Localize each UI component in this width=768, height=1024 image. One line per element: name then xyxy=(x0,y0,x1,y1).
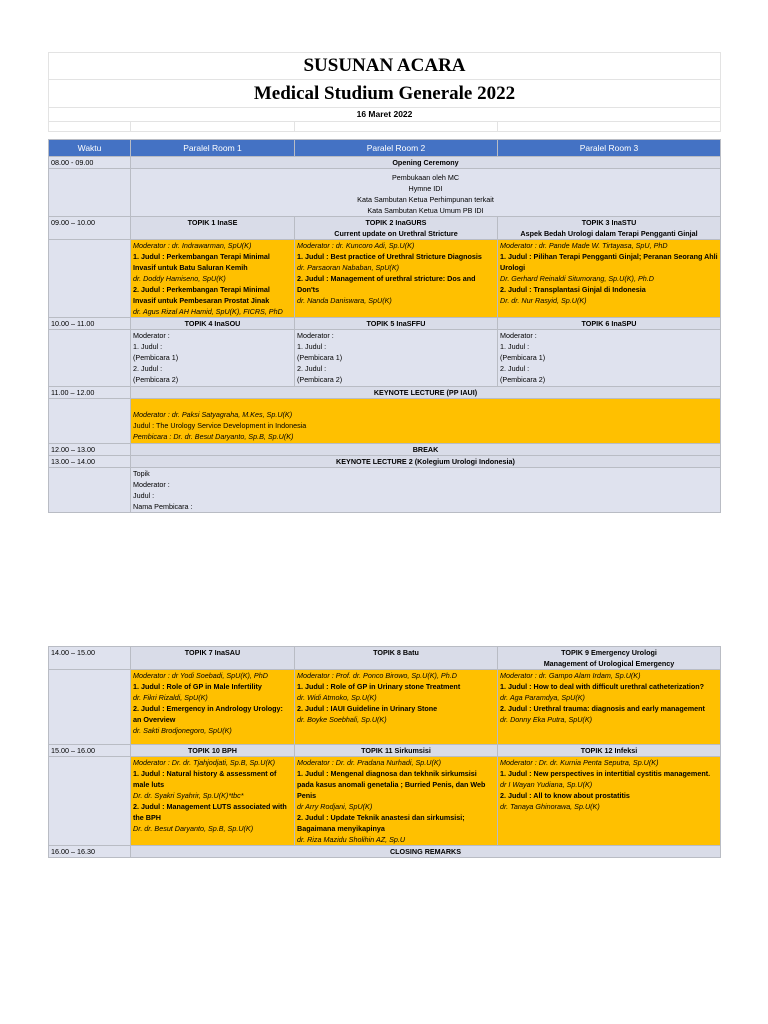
speaker: Dr. dr. Syakri Syahrir, Sp.U(K)*tbc* xyxy=(133,791,244,800)
col-room-1: Paralel Room 1 xyxy=(131,140,295,157)
time-cell: 15.00 – 16.00 xyxy=(49,745,131,757)
topic-title: TOPIK 8 Batu xyxy=(295,647,498,670)
talk-title: 2. Judul : Perkembangan Terapi Minimal Invasif untuk Pembesaran Prostat Jinak xyxy=(133,285,270,305)
speaker: dr. Agus Rizal AH Hamid, SpU(K), FICRS, PhD xyxy=(133,307,283,316)
session-detail-row xyxy=(49,169,721,217)
talk-title: 1. Judul : Role of GP in Urinary stone Treatment xyxy=(297,682,461,691)
placeholder-line: 1. Judul : xyxy=(133,342,163,351)
schedule-table xyxy=(48,52,721,513)
talk-title: 2. Judul : Management LUTS associated with the BPH xyxy=(133,802,287,822)
moderator: Moderator : dr. Kuncoro Adi, Sp.U(K) xyxy=(297,241,415,250)
talk-title: Judul : The Urology Service Development in Indonesia xyxy=(133,421,307,430)
topic-title: TOPIK 1 InaSE xyxy=(131,217,295,240)
talk-title: 1. Judul : Best practice of Urethral Stricture Diagnosis xyxy=(297,252,482,261)
session-label: BREAK xyxy=(131,444,721,456)
placeholder-line: Nama Pembicara : xyxy=(133,502,193,511)
moderator: Moderator : Dr. dr. Tjahjodjati, Sp.B, Sp.U(K) xyxy=(133,758,276,767)
moderator: Moderator : Dr. dr. Kurnia Penta Seputra, Sp.U(K) xyxy=(500,758,659,767)
session-row xyxy=(49,456,721,468)
speaker: dr. Doddy Hamiseno, SpU(K) xyxy=(133,274,226,283)
session-content-row xyxy=(49,670,721,745)
time-cell: 10.00 – 11.00 xyxy=(49,318,131,330)
placeholder-line: 1. Judul : xyxy=(500,342,530,351)
session-row xyxy=(49,318,721,330)
talk-title: 1. Judul : New perspectives in intertitial cystitis management. xyxy=(500,769,711,778)
placeholder-line: 2. Judul : xyxy=(133,364,163,373)
speaker: Dr. dr. Besut Daryanto, Sp.B, Sp.U(K) xyxy=(133,824,254,833)
speaker: dr. Sakti Brodjonegoro, SpU(K) xyxy=(133,726,232,735)
time-cell: 12.00 – 13.00 xyxy=(49,444,131,456)
time-cell: 11.00 – 12.00 xyxy=(49,387,131,399)
topic-title: TOPIK 5 InaSFFU xyxy=(295,318,498,330)
moderator: Moderator : Prof. dr. Ponco Birowo, Sp.U(K), Ph.D xyxy=(297,671,457,680)
topic-title: TOPIK 12 Infeksi xyxy=(498,745,721,757)
time-cell: 13.00 – 14.00 xyxy=(49,456,131,468)
moderator: Moderator : dr. Indrawarman, SpU(K) xyxy=(133,241,252,250)
session-content-row xyxy=(49,468,721,513)
topic-title: TOPIK 6 InaSPU xyxy=(498,318,721,330)
session-row xyxy=(49,745,721,757)
talk-title: 1. Judul : Pilihan Terapi Pengganti Ginjal; Peranan Seorang Ahli Urologi xyxy=(500,252,718,272)
moderator: Moderator : dr. Paksi Satyagraha, M.Kes, Sp.U(K) xyxy=(133,410,293,419)
topic-subtitle: Management of Urological Emergency xyxy=(543,659,675,668)
detail-line: Pembukaan oleh MC xyxy=(391,173,460,182)
session-row xyxy=(49,217,721,240)
session-label: CLOSING REMARKS xyxy=(131,846,721,858)
event-title: Medical Studium Generale 2022 xyxy=(49,80,721,108)
speaker: dr. Fikri Rizaldi, SpU(K) xyxy=(133,693,208,702)
time-cell: 16.00 – 16.30 xyxy=(49,846,131,858)
talk-title: 1. Judul : Mengenal diagnosa dan tekhnik sirkumsisi pada kasus anomali genetalia ; Burried Penis, dan Web Penis xyxy=(297,769,486,800)
time-cell: 14.00 – 15.00 xyxy=(49,647,131,670)
session-content-row xyxy=(49,757,721,846)
topic-title: TOPIK 7 InaSAU xyxy=(131,647,295,670)
talk-title: 2. Judul : IAUI Guideline in Urinary Stone xyxy=(297,704,438,713)
col-room-3: Paralel Room 3 xyxy=(498,140,721,157)
speaker: dr. Nanda Daniswara, SpU(K) xyxy=(297,296,392,305)
speaker: dr. Riza Mazidu Sholihin AZ, Sp.U xyxy=(297,835,406,844)
moderator: Moderator : dr Yodi Soebadi, SpU(K), PhD xyxy=(133,671,268,680)
session-label: Opening Ceremony xyxy=(131,157,721,169)
speaker: dr Arry Rodjani, SpU(K) xyxy=(297,802,373,811)
detail-line: Kata Sambutan Ketua Perhimpunan terkait xyxy=(357,195,494,204)
talk-title: 2. Judul : Transplantasi Ginjal di Indonesia xyxy=(500,285,646,294)
placeholder-line: (Pembicara 1) xyxy=(500,353,546,362)
session-row xyxy=(49,846,721,858)
speaker: dr. Parsaoran Nababan, SpU(K) xyxy=(297,263,400,272)
speaker: dr. Donny Eka Putra, SpU(K) xyxy=(500,715,593,724)
speaker: dr. Widi Atmoko, Sp.U(K) xyxy=(297,693,377,702)
placeholder-line: 1. Judul : xyxy=(297,342,327,351)
talk-title: 1. Judul : How to deal with difficult urethral catheterization? xyxy=(500,682,705,691)
col-waktu: Waktu xyxy=(49,140,131,157)
session-content-row xyxy=(49,240,721,318)
placeholder-line: (Pembicara 1) xyxy=(133,353,179,362)
talk-title: 2. Judul : All to know about prostatitis xyxy=(500,791,630,800)
placeholder-line: 2. Judul : xyxy=(297,364,327,373)
session-row xyxy=(49,444,721,456)
session-row xyxy=(49,387,721,399)
detail-line: Hymne IDI xyxy=(408,184,443,193)
column-header-row xyxy=(49,140,721,157)
topic-title: TOPIK 10 BPH xyxy=(131,745,295,757)
speaker: dr. Boyke Soebhali, Sp.U(K) xyxy=(297,715,387,724)
topic-subtitle: Aspek Bedah Urologi dalam Terapi Pengganti Ginjal xyxy=(520,229,698,238)
topic-title: TOPIK 11 Sirkumsisi xyxy=(295,745,498,757)
moderator: Moderator : Dr. dr. Pradana Nurhadi, Sp.U(K) xyxy=(297,758,442,767)
talk-title: 2. Judul : Urethral trauma: diagnosis and early management xyxy=(500,704,705,713)
placeholder-line: (Pembicara 2) xyxy=(297,375,343,384)
talk-title: 2. Judul : Update Teknik anastesi dan sirkumsisi; Bagaimana menyikapinya xyxy=(297,813,465,833)
speaker: Dr. dr. Nur Rasyid, Sp.U(K) xyxy=(500,296,587,305)
placeholder-line: Moderator : xyxy=(297,331,334,340)
session-content-row xyxy=(49,330,721,387)
session-row xyxy=(49,157,721,169)
placeholder-line: Moderator : xyxy=(133,331,170,340)
schedule-sheet-part-2 xyxy=(48,646,720,858)
placeholder-line: (Pembicara 2) xyxy=(500,375,546,384)
placeholder-line: Moderator : xyxy=(500,331,537,340)
moderator: Moderator : dr. Pande Made W. Tirtayasa, SpU, PhD xyxy=(500,241,668,250)
detail-line: Kata Sambutan Ketua Umum PB IDI xyxy=(367,206,484,215)
placeholder-line: (Pembicara 2) xyxy=(133,375,179,384)
talk-title: 1. Judul : Perkembangan Terapi Minimal Invasif untuk Batu Saluran Kemih xyxy=(133,252,270,272)
session-content-row xyxy=(49,399,721,444)
session-label: KEYNOTE LECTURE (PP IAUI) xyxy=(131,387,721,399)
time-cell: 09.00 – 10.00 xyxy=(49,217,131,240)
time-cell: 08.00 - 09.00 xyxy=(49,157,131,169)
speaker: dr I Wayan Yudiana, Sp.U(K) xyxy=(500,780,593,789)
event-date: 16 Maret 2022 xyxy=(49,108,721,122)
schedule-table xyxy=(48,646,721,858)
speaker: dr. Tanaya Ghinorawa, Sp.U(K) xyxy=(500,802,600,811)
topic-title: TOPIK 2 InaGURS xyxy=(365,218,427,227)
talk-title: 1. Judul : Role of GP in Male Infertility xyxy=(133,682,262,691)
topic-title: TOPIK 4 InaSOU xyxy=(131,318,295,330)
talk-title: 2. Judul : Management of urethral stricture: Dos and Don'ts xyxy=(297,274,476,294)
placeholder-line: Moderator : xyxy=(133,480,170,489)
schedule-sheet-part-1 xyxy=(48,52,720,513)
session-label: KEYNOTE LECTURE 2 (Kolegium Urologi Indonesia) xyxy=(131,456,721,468)
topic-title: TOPIK 3 InaSTU xyxy=(581,218,637,227)
placeholder-line: Judul : xyxy=(133,491,155,500)
moderator: Moderator : dr. Gampo Alam Irdam, Sp.U(K) xyxy=(500,671,641,680)
speaker: Dr. Gerhard Reinaldi Situmorang, Sp.U(K), Ph.D xyxy=(500,274,654,283)
topic-subtitle: Current update on Urethral Stricture xyxy=(334,229,458,238)
speaker: Pembicara : Dr. dr. Besut Daryanto, Sp.B, Sp.U(K) xyxy=(133,432,294,441)
placeholder-line: 2. Judul : xyxy=(500,364,530,373)
talk-title: 1. Judul : Natural history & assessment of male luts xyxy=(133,769,277,789)
doc-title: SUSUNAN ACARA xyxy=(49,53,721,80)
placeholder-line: Topik xyxy=(133,469,150,478)
talk-title: 2. Judul : Emergency in Andrology Urology: an Overview xyxy=(133,704,283,724)
placeholder-line: (Pembicara 1) xyxy=(297,353,343,362)
col-room-2: Paralel Room 2 xyxy=(295,140,498,157)
session-row xyxy=(49,647,721,670)
topic-title: TOPIK 9 Emergency Urologi xyxy=(561,648,657,657)
speaker: dr. Aga Paramdya, SpU(K) xyxy=(500,693,585,702)
